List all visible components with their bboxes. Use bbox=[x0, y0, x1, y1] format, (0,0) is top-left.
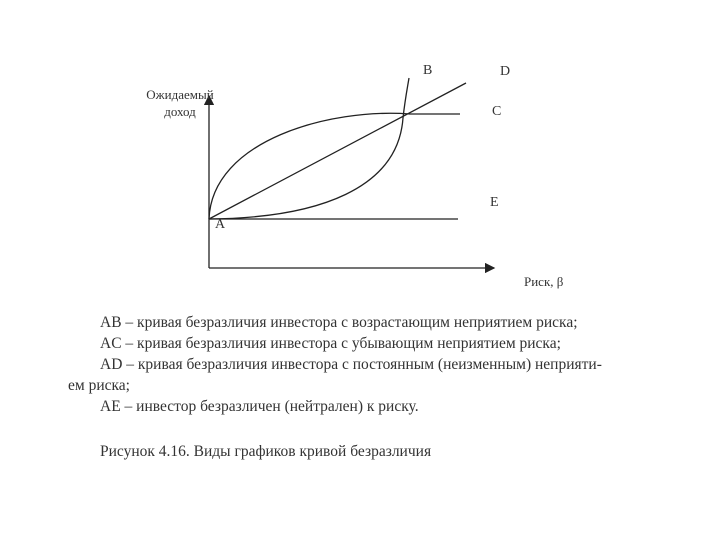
legend-ae: AE – инвестор безразличен (нейтрален) к риску. bbox=[100, 398, 419, 415]
legend-ab: AB – кривая безразличия инвестора с возрастающим неприятием риска; bbox=[100, 314, 578, 331]
point-label-e: E bbox=[490, 195, 499, 210]
point-label-b: B bbox=[423, 63, 433, 78]
y-axis-label bbox=[138, 86, 222, 120]
figure-caption: Рисунок 4.16. Виды графиков кривой безразличия bbox=[100, 443, 432, 460]
legend-text bbox=[68, 312, 678, 417]
point-label-a: A bbox=[215, 217, 226, 232]
point-label-d: D bbox=[500, 64, 511, 79]
legend-ad-line2: ем риска; bbox=[68, 377, 130, 394]
point-label-c: C bbox=[492, 104, 502, 119]
curve-ab bbox=[209, 78, 409, 219]
legend-ad-line1: AD – кривая безразличия инвестора с постоянным (неизменным) неприяти- bbox=[100, 356, 602, 373]
y-axis-label-line1: Ожидаемый bbox=[146, 87, 214, 102]
legend-ac: AC – кривая безразличия инвестора с убывающим неприятием риска; bbox=[100, 335, 561, 352]
curve-ac bbox=[209, 113, 460, 219]
x-axis-label: Риск, β bbox=[524, 274, 564, 289]
y-axis-label-line2: доход bbox=[164, 104, 196, 119]
